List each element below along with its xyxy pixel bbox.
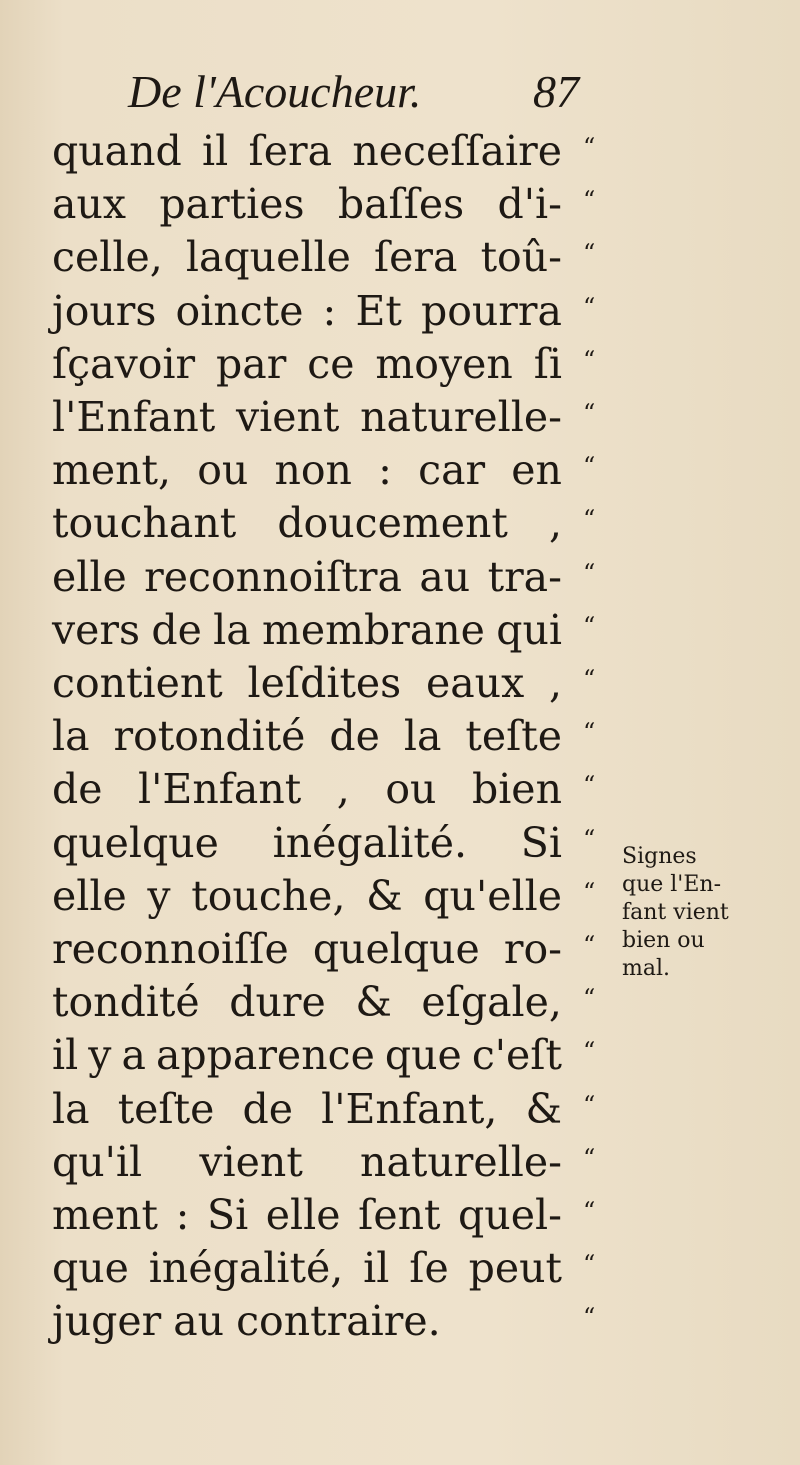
text-line xyxy=(52,607,562,653)
word: inégalité, xyxy=(148,1244,344,1293)
word: toû- xyxy=(480,233,562,282)
word: qui xyxy=(496,605,562,654)
word: ro- xyxy=(503,925,562,973)
word: contraire. xyxy=(236,1297,441,1346)
word: rotondité xyxy=(113,712,306,761)
margin-note-line: que l'En- xyxy=(622,872,722,897)
word: tra- xyxy=(487,552,562,601)
word: quand xyxy=(52,127,182,175)
word: & xyxy=(355,978,392,1027)
word: il xyxy=(202,127,229,175)
word: : xyxy=(322,286,337,335)
text-line xyxy=(52,1032,562,1078)
word: & xyxy=(366,871,403,920)
word: eaux xyxy=(425,659,525,707)
word: juger xyxy=(52,1297,162,1346)
word: vient xyxy=(235,393,340,441)
quotation-mark: “ xyxy=(583,877,595,906)
word: c'eſt xyxy=(471,1031,562,1080)
word: non xyxy=(274,446,352,495)
word: de xyxy=(242,1084,293,1133)
word: y xyxy=(88,1031,112,1080)
text-line xyxy=(52,820,562,866)
word: doucement xyxy=(277,499,508,548)
word: naturelle- xyxy=(360,1137,562,1186)
quotation-mark: “ xyxy=(583,1090,595,1119)
margin-note xyxy=(622,843,792,983)
word: vient xyxy=(199,1137,303,1186)
word: jours xyxy=(52,286,157,335)
word: en xyxy=(511,446,562,495)
word: naturelle- xyxy=(360,393,562,441)
quotation-mark: “ xyxy=(583,1143,595,1172)
word: teſte xyxy=(465,712,562,761)
margin-note-line: bien ou xyxy=(622,928,705,953)
word: ou xyxy=(385,765,437,814)
word: laquelle xyxy=(185,233,351,282)
word: la xyxy=(52,1084,90,1133)
word: de xyxy=(151,605,202,654)
word: , xyxy=(548,659,562,707)
word: aux xyxy=(52,180,126,229)
word: : xyxy=(378,446,392,495)
margin-note-line: Signes xyxy=(622,844,697,869)
word: vers xyxy=(52,605,141,654)
quotation-mark: “ xyxy=(583,399,595,427)
word: oincte xyxy=(175,286,304,335)
word: ment xyxy=(52,1191,159,1239)
text-line xyxy=(52,554,562,600)
word: quel- xyxy=(458,1191,562,1239)
word: reconnoiſſe xyxy=(52,925,289,973)
word: de xyxy=(329,712,380,761)
word: l'Enfant xyxy=(52,393,216,441)
word: il xyxy=(363,1244,390,1293)
word: Si xyxy=(207,1191,249,1239)
text-line xyxy=(52,288,562,334)
text-line xyxy=(52,660,562,706)
word: celle, xyxy=(52,233,163,282)
word: il xyxy=(52,1031,79,1080)
quotation-mark: “ xyxy=(583,452,595,481)
text-line xyxy=(52,713,562,759)
word: ſçavoir xyxy=(52,339,196,388)
word: , xyxy=(336,765,350,814)
text-line xyxy=(52,979,562,1025)
quotation-mark: “ xyxy=(583,239,595,268)
word: : xyxy=(175,1191,190,1239)
quotation-mark: “ xyxy=(583,984,595,1013)
word: bien xyxy=(471,765,562,814)
text-line xyxy=(52,926,562,972)
word: qu'elle xyxy=(423,871,562,920)
word: ce xyxy=(307,339,355,388)
text-line xyxy=(52,447,562,493)
margin-note-line: fant vient xyxy=(622,900,729,925)
word: par xyxy=(216,339,287,388)
word: quelque xyxy=(312,925,480,973)
word: que xyxy=(52,1244,129,1293)
word: qu'il xyxy=(52,1137,143,1186)
quotation-mark: “ xyxy=(583,931,595,959)
word: ſe xyxy=(409,1244,449,1293)
word: ſent xyxy=(358,1191,441,1239)
word: la xyxy=(403,712,442,761)
text-line xyxy=(52,1298,562,1344)
word: la xyxy=(213,605,251,654)
word: apparence xyxy=(155,1031,375,1080)
word: touchant xyxy=(52,499,237,548)
word: baſſes xyxy=(337,180,465,229)
text-line xyxy=(52,341,562,387)
quotation-mark: “ xyxy=(583,505,595,534)
word: ſera xyxy=(248,127,333,175)
quotation-mark: “ xyxy=(583,345,595,374)
word: , xyxy=(548,499,562,548)
text-line xyxy=(52,766,562,812)
page-number: 87 xyxy=(533,66,579,117)
quotation-mark: “ xyxy=(583,186,595,215)
word: la xyxy=(52,712,90,761)
word: y xyxy=(147,871,171,920)
quotation-mark: “ xyxy=(583,771,595,800)
word: peut xyxy=(468,1244,562,1293)
quotation-mark: “ xyxy=(583,558,595,587)
word: de xyxy=(52,765,103,814)
word: elle xyxy=(52,552,127,601)
quotation-mark: “ xyxy=(583,824,595,853)
text-line xyxy=(52,1139,562,1185)
word: d'i- xyxy=(497,180,562,229)
margin-note-line: mal. xyxy=(622,956,671,981)
text-line xyxy=(52,234,562,280)
quotation-mark: “ xyxy=(583,665,595,693)
quotation-mark: “ xyxy=(583,133,595,161)
word: l'Enfant xyxy=(138,765,302,814)
word: ment, xyxy=(52,446,172,495)
text-line xyxy=(52,128,562,174)
quotation-mark: “ xyxy=(583,292,595,321)
word: elle xyxy=(265,1191,341,1239)
text-line xyxy=(52,181,562,227)
word: eſgale, xyxy=(421,978,562,1027)
text-line xyxy=(52,873,562,919)
word: contient xyxy=(52,659,223,707)
word: membrane xyxy=(261,605,485,654)
word: pourra xyxy=(420,286,562,335)
word: tondité xyxy=(52,978,200,1027)
running-title: De l'Acoucheur. xyxy=(128,66,422,117)
word: quelque xyxy=(52,818,219,867)
word: car xyxy=(418,446,486,495)
word: ou xyxy=(197,446,249,495)
text-line xyxy=(52,1086,562,1132)
text-line xyxy=(52,1245,562,1291)
word: l'Enfant, xyxy=(321,1084,498,1133)
text-line xyxy=(52,500,562,546)
word: reconnoiſtra xyxy=(144,552,402,601)
quotation-mark: “ xyxy=(583,718,595,747)
word: teſte xyxy=(117,1084,215,1133)
word: a xyxy=(121,1031,146,1080)
word: moyen xyxy=(375,339,513,388)
quotation-mark: “ xyxy=(583,1197,595,1225)
word: leſdites xyxy=(247,659,402,707)
word: au xyxy=(173,1297,225,1346)
word: au xyxy=(419,552,471,601)
word: parties xyxy=(159,180,305,229)
word: ſi xyxy=(533,339,562,388)
word: & xyxy=(525,1084,562,1133)
word: Si xyxy=(520,818,562,867)
quotation-mark: “ xyxy=(583,1250,595,1279)
word: neceſſaire xyxy=(352,127,562,175)
word: inégalité. xyxy=(272,818,468,867)
running-header xyxy=(128,62,628,122)
quotation-mark: “ xyxy=(583,1303,595,1332)
text-line xyxy=(52,394,562,440)
word: dure xyxy=(229,978,326,1027)
word: Et xyxy=(355,286,402,335)
word: ſera xyxy=(373,233,458,282)
quotation-mark: “ xyxy=(583,1037,595,1066)
word: que xyxy=(384,1031,462,1080)
quotation-mark: “ xyxy=(583,611,595,640)
word: touche, xyxy=(191,871,346,920)
text-line xyxy=(52,1192,562,1238)
word: elle xyxy=(52,871,127,920)
